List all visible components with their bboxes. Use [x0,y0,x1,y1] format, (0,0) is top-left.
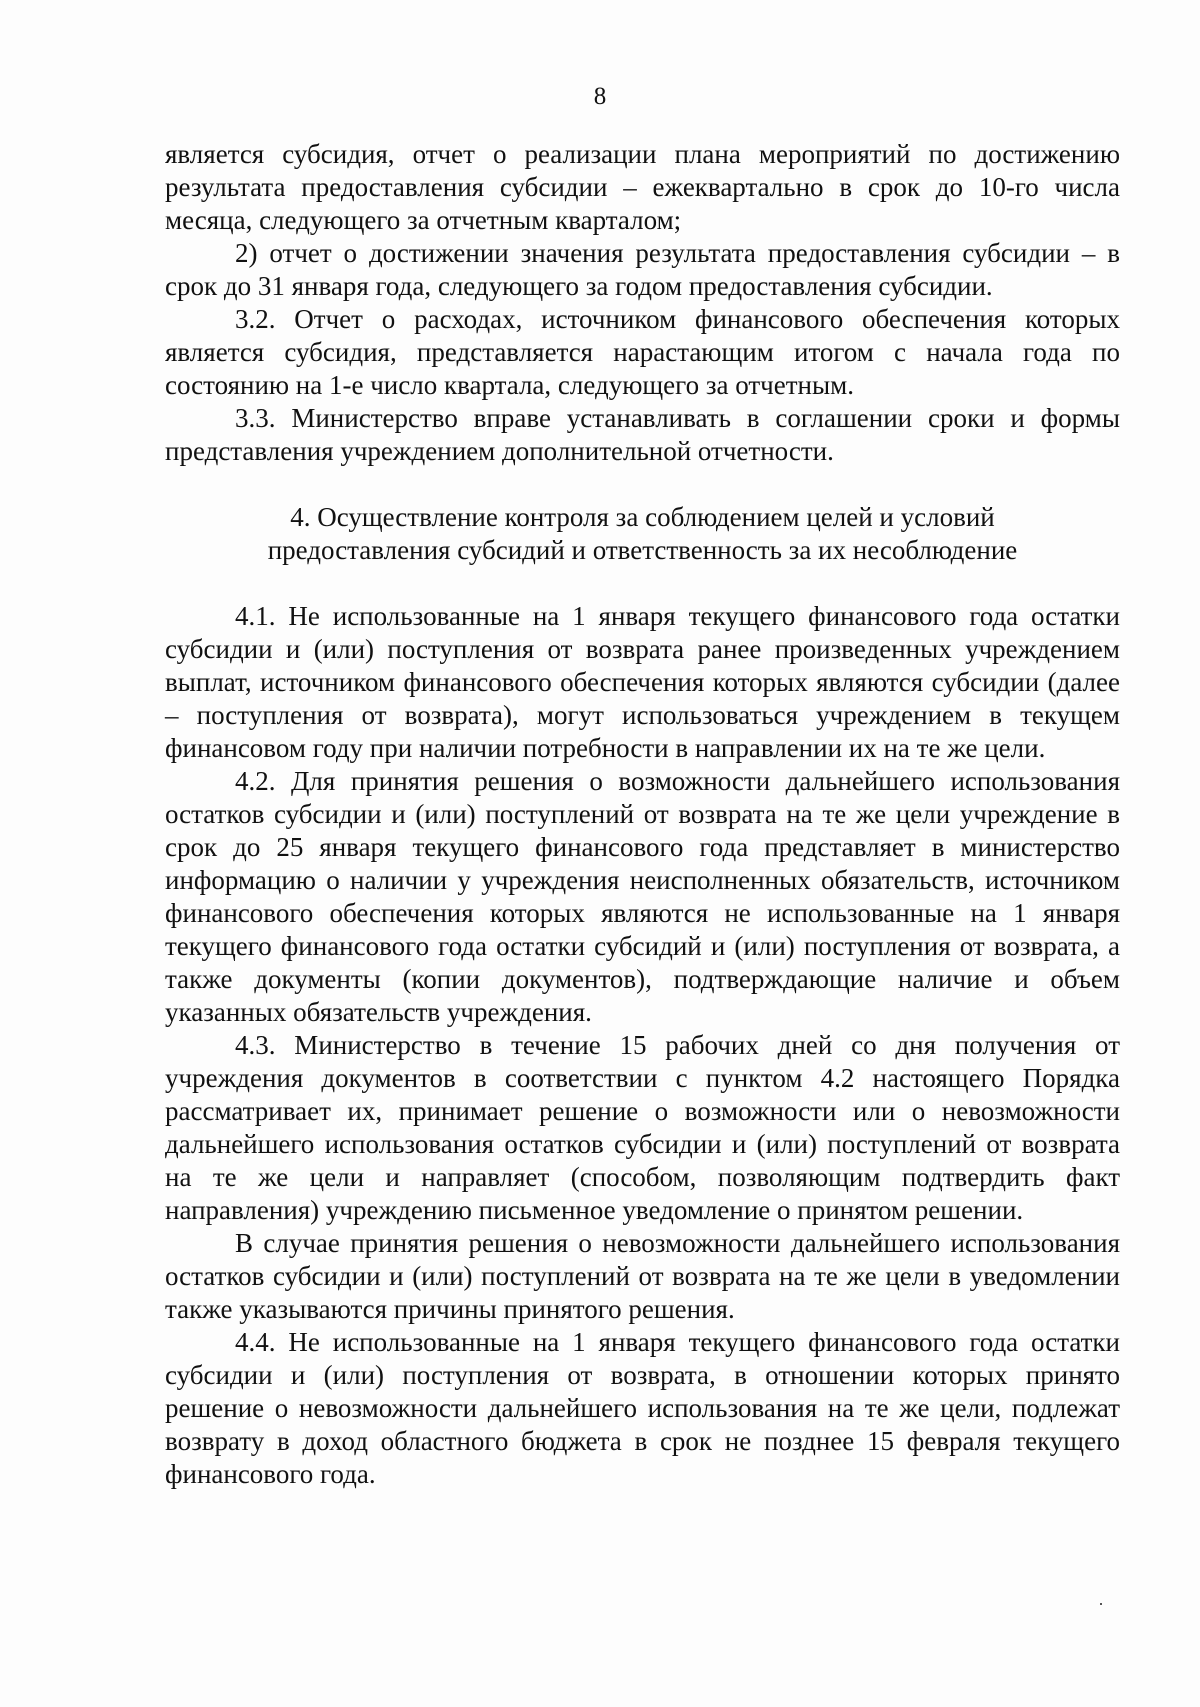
paragraph-continuation: является субсидия, отчет о реализации плана мероприятий по достижению результата предоставления субсидии – ежеквартально в срок до 10-го числа месяца, следующего за отчетным кварталом; [165,139,1120,235]
paragraph-4-1: 4.1. Не использованные на 1 января текущего финансового года остатки субсидии и (или) поступления от возврата ранее произведенных учреждением выплат, источником финансового обеспечения которых являются субсидии (далее – поступления от возврата), могут использоваться учреждением в текущем финансовом году при наличии потребности в направлении их на те же цели. [165,601,1120,763]
page-number: 8 [593,83,607,110]
paragraph-4-3-case: В случае принятия решения о невозможности дальнейшего использования остатков субсидии и (или) поступлений от возврата на те же цели в уведомлении также указываются причины принятого решения. [165,1228,1120,1324]
paragraph-4-2: 4.2. Для принятия решения о возможности дальнейшего использования остатков субсидии и (или) поступлений от возврата на те же цели учреждение в срок до 25 января текущего финансового года представляет в министерство информацию о наличии у учреждения неисполненных обязательств, источником финансового обеспечения которых являются не использованные на 1 января текущего финансового года остатки субсидий и (или) поступления от возврата, а также документы (копии документов), подтверждающие наличие и объем указанных обязательств учреждения. [165,766,1120,1027]
paragraph-3-2: 3.2. Отчет о расходах, источником финансового обеспечения которых является субсидия, представляется нарастающим итогом с начала года по состоянию на 1-е число квартала, следующего за отчетным. [165,304,1120,400]
scan-artifact [1100,1603,1102,1605]
section-4-heading: 4. Осуществление контроля за соблюдением целей и условий предоставления субсидий и ответственность за их несоблюдение [267,502,1018,565]
document-body [165,138,1120,1491]
paragraph-3-3: 3.3. Министерство вправе устанавливать в соглашении сроки и формы представления учреждением дополнительной отчетности. [165,403,1120,466]
paragraph-4-4: 4.4. Не использованные на 1 января текущего финансового года остатки субсидии и (или) поступления от возврата, в отношении которых принято решение о невозможности дальнейшего использования на те же цели, подлежат возврату в доход областного бюджета в срок не позднее 15 февраля текущего финансового года. [165,1327,1120,1489]
paragraph-4-3: 4.3. Министерство в течение 15 рабочих дней со дня получения от учреждения документов в соответствии с пунктом 4.2 настоящего Порядка рассматривает их, принимает решение о возможности или о невозможности дальнейшего использования остатков субсидии и (или) поступлений от возврата на те же цели и направляет (способом, позволяющим подтвердить факт направления) учреждению письменное уведомление о принятом решении. [165,1030,1120,1225]
paragraph-item-2: 2) отчет о достижении значения результата предоставления субсидии – в срок до 31 января года, следующего за годом предоставления субсидии. [165,238,1120,301]
